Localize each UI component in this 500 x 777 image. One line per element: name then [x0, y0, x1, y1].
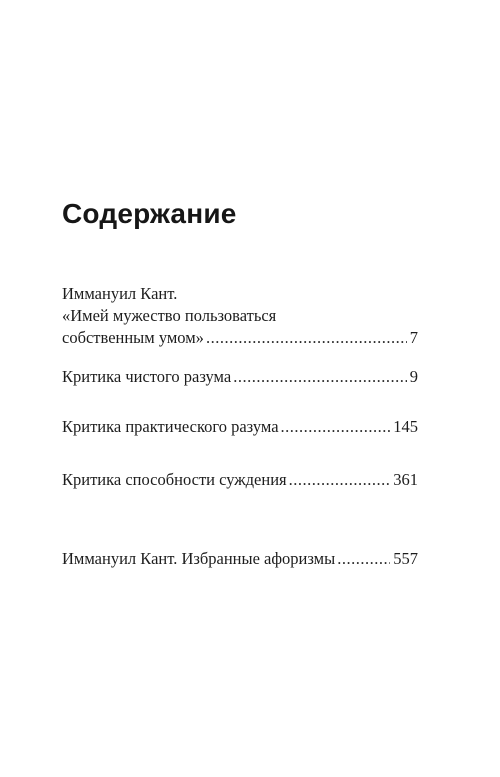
toc-page-number: 7	[409, 328, 418, 347]
toc-entry-line: Иммануил Кант.	[62, 284, 178, 303]
toc-page-number: 361	[393, 470, 418, 489]
toc-entry-kant-intro[interactable]	[62, 283, 418, 349]
toc-page-number: 145	[393, 417, 418, 436]
toc-entry-judgment[interactable]	[62, 469, 418, 491]
toc-page-number: 9	[409, 367, 418, 386]
dot-leader	[281, 416, 391, 438]
toc-page-number: 557	[393, 549, 418, 568]
toc-entry-practical-reason[interactable]	[62, 416, 418, 438]
toc-entry-title: Критика практического разума	[62, 417, 279, 436]
toc-entry-pure-reason[interactable]	[62, 366, 418, 388]
page-title: Содержание	[62, 198, 237, 229]
dot-leader	[337, 548, 390, 570]
dot-leader	[233, 366, 407, 388]
toc-entry-title: собственным умом»	[62, 328, 204, 347]
toc-entry-title: Иммануил Кант. Избранные афоризмы	[62, 549, 336, 568]
toc-entry-title: Критика способности суждения	[62, 470, 287, 489]
dot-leader	[206, 327, 407, 349]
toc-entry-line: «Имей мужество пользоваться	[62, 306, 277, 325]
toc-entry-title: Критика чистого разума	[62, 367, 232, 386]
toc-entry-aphorisms[interactable]	[62, 548, 418, 570]
dot-leader	[289, 469, 391, 491]
